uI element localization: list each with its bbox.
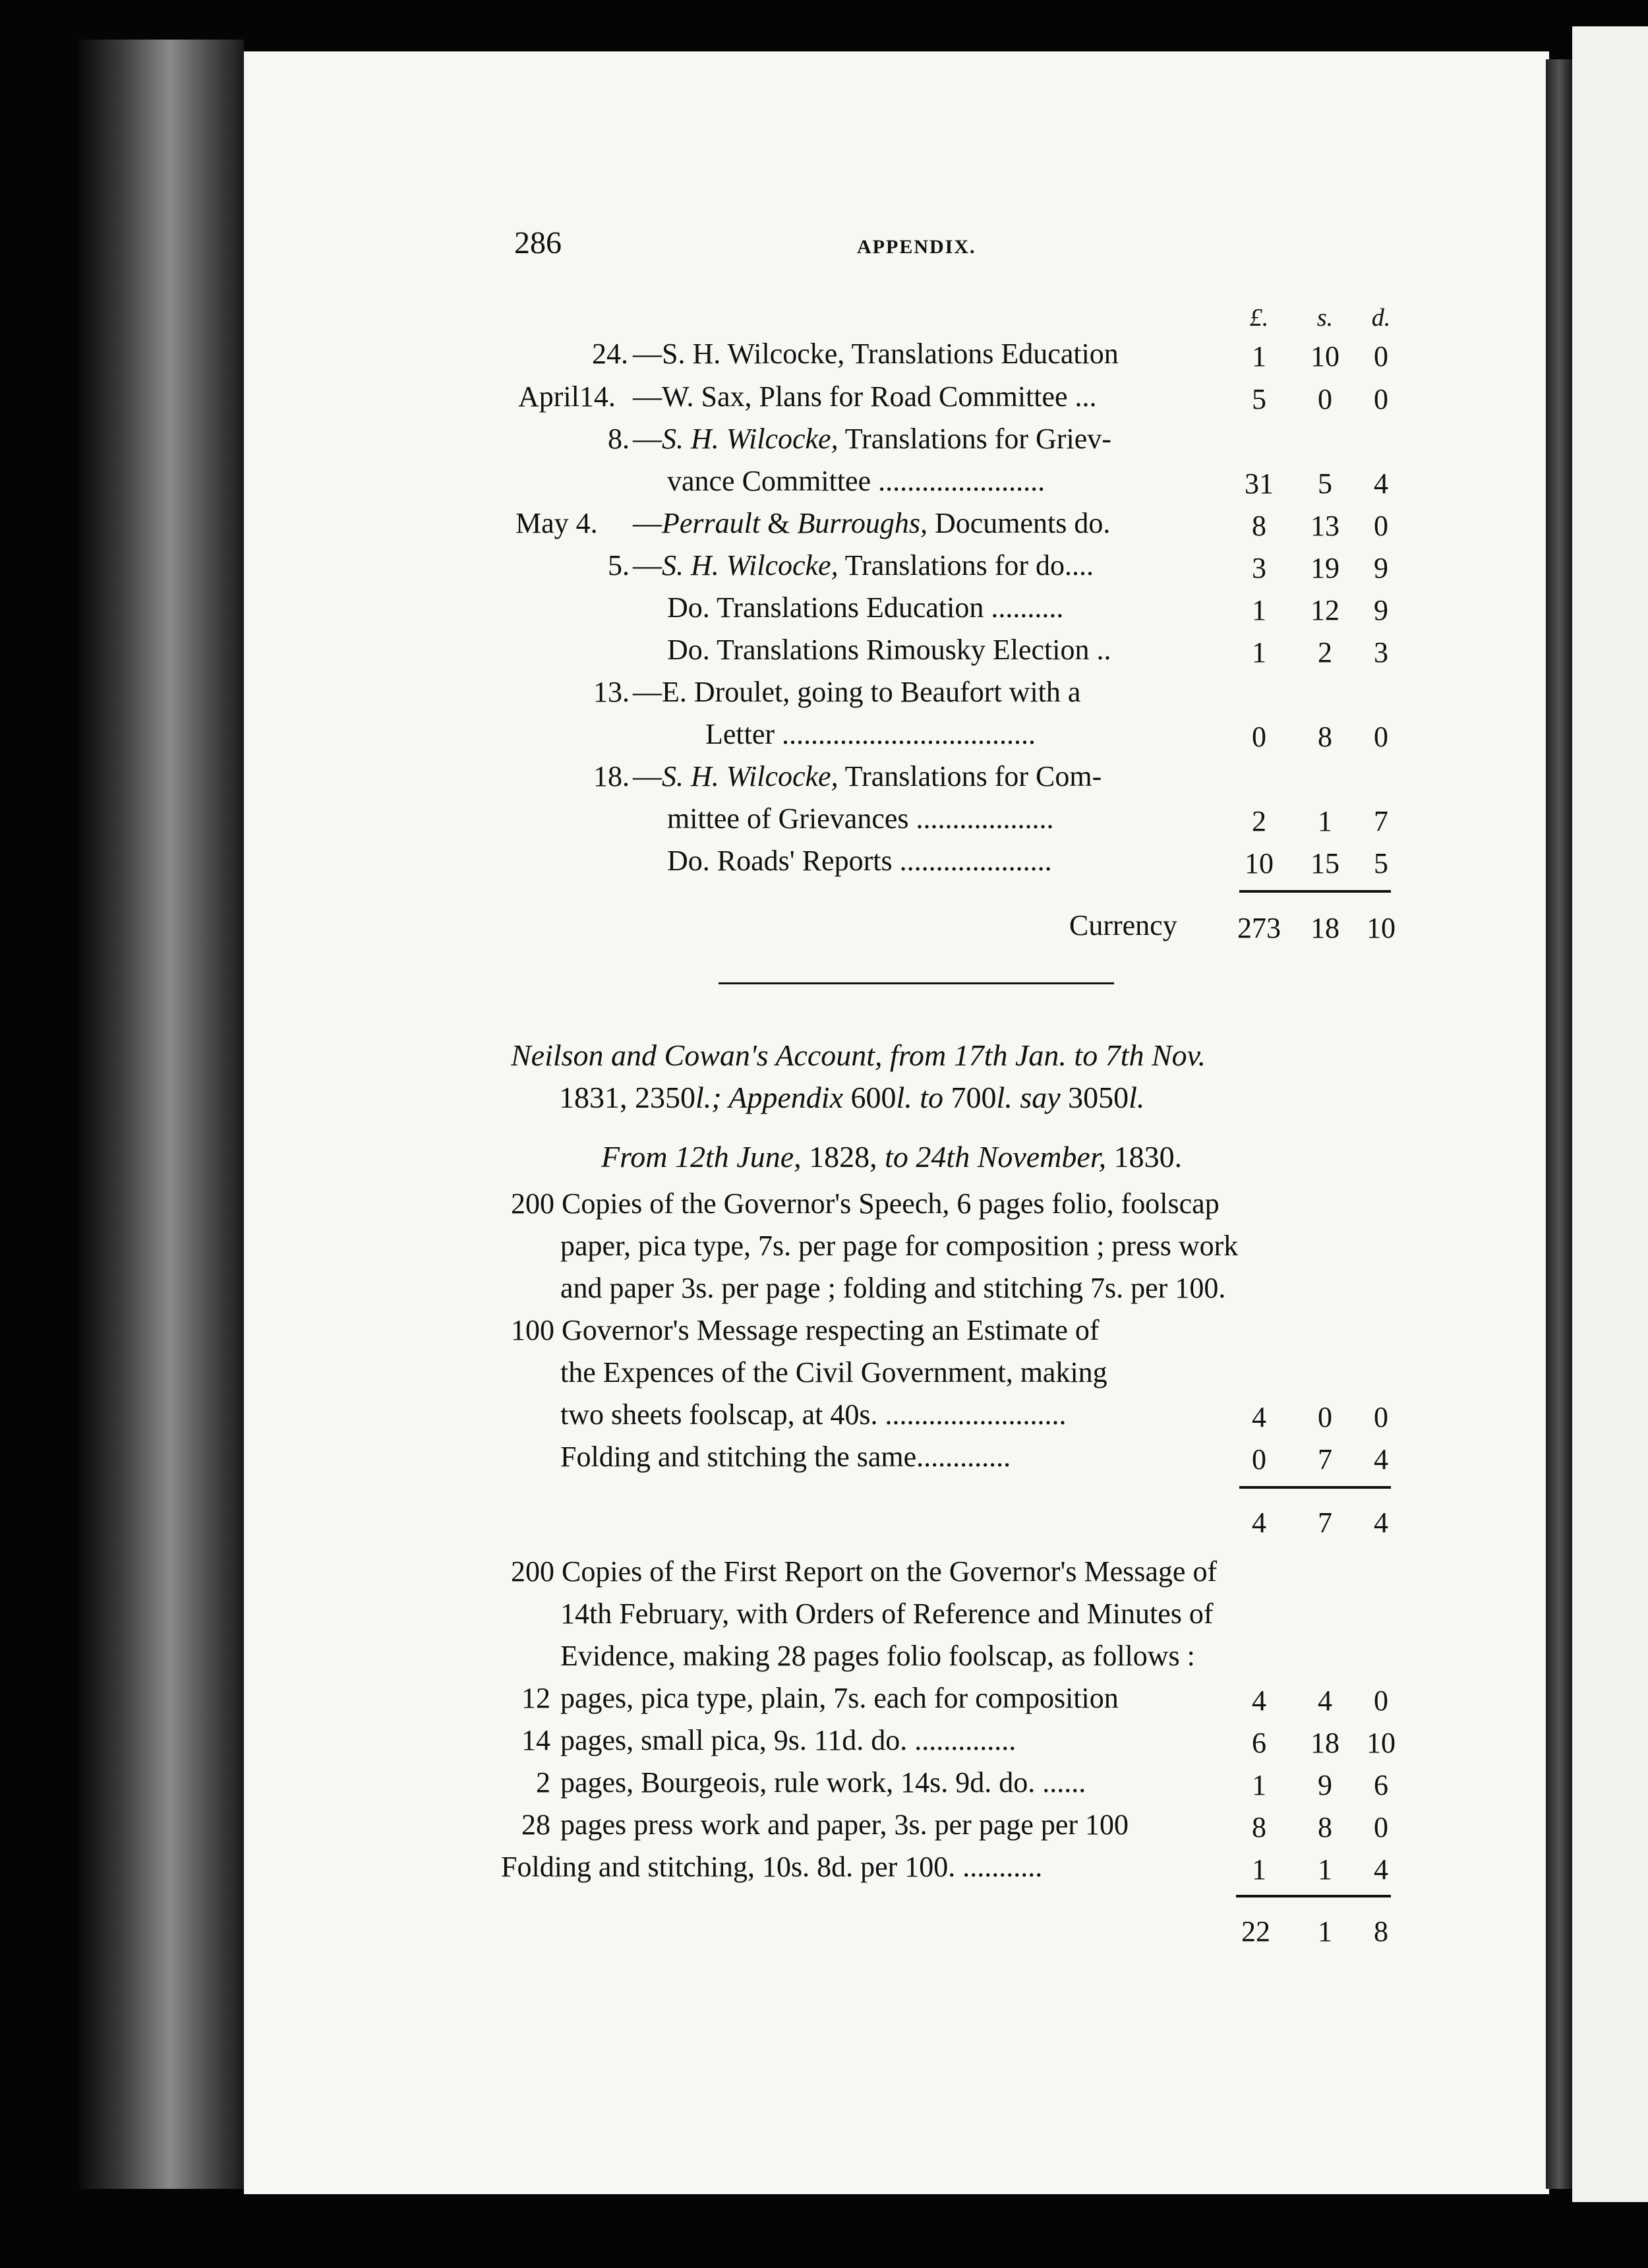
item-qty: 28 <box>521 1808 550 1841</box>
item-text: pages, Bourgeois, rule work, 14s. 9d. do. ...... <box>560 1766 1086 1799</box>
paragraph-line: Evidence, making 28 pages folio foolscap, as follows : <box>560 1640 1195 1672</box>
amount-shillings: 0 <box>1318 383 1332 415</box>
row-text: —S. H. Wilcocke, Translations for Griev- <box>633 423 1111 455</box>
amount-pounds: 8 <box>1252 510 1266 542</box>
sum-rule <box>1239 1486 1391 1489</box>
row-text: mittee of Grievances ................... <box>667 802 1054 835</box>
account-heading: Neilson and Cowan's Account, from 17th Jan. to 7th Nov. <box>511 1038 1206 1072</box>
paragraph-line: 100 Governor's Message respecting an Estimate of <box>511 1314 1100 1346</box>
row-text: Do. Roads' Reports ..................... <box>667 845 1052 877</box>
amount-pounds: 1 <box>1252 594 1266 626</box>
row-text: vance Committee ....................... <box>667 465 1045 497</box>
amount-pence: 0 <box>1374 510 1388 542</box>
item-text: pages, small pica, 9s. 11d. do. .............. <box>560 1724 1016 1756</box>
sum-rule <box>1239 890 1391 893</box>
item-qty: 12 <box>521 1682 550 1714</box>
amount-pence: 4 <box>1374 1443 1388 1476</box>
amount-pounds: 1 <box>1252 1853 1266 1886</box>
subtotal-shillings: 7 <box>1318 1507 1332 1539</box>
total-pence: 8 <box>1374 1915 1388 1948</box>
sum-rule <box>1236 1895 1391 1897</box>
amount-pence: 0 <box>1374 1811 1388 1843</box>
amount-pounds: 6 <box>1252 1727 1266 1759</box>
amount-pounds: 0 <box>1252 1443 1266 1476</box>
row-text: Folding and stitching the same............. <box>560 1441 1011 1473</box>
amount-pounds: 10 <box>1245 847 1274 880</box>
amount-pounds: 0 <box>1252 721 1266 753</box>
amount-pounds: 1 <box>1252 1769 1266 1801</box>
paragraph-line: and paper 3s. per page ; folding and stitching 7s. per 100. <box>560 1272 1226 1304</box>
section-divider <box>719 982 1114 984</box>
amount-pence: 10 <box>1367 1727 1396 1759</box>
amount-shillings: 8 <box>1318 1811 1332 1843</box>
amount-pence: 9 <box>1374 552 1388 584</box>
paragraph-line: the Expences of the Civil Government, making <box>560 1356 1107 1388</box>
amount-shillings: 10 <box>1310 340 1339 373</box>
amount-pence: 0 <box>1374 383 1388 415</box>
item-qty: 14 <box>521 1724 550 1756</box>
account-subheading: From 12th June, 1828, to 24th November, 1830. <box>601 1140 1183 1174</box>
subtotal-pounds: 4 <box>1252 1507 1266 1539</box>
row-text: Letter ................................... <box>705 718 1036 750</box>
amount-pounds: 31 <box>1245 467 1274 500</box>
amount-shillings: 7 <box>1318 1443 1332 1476</box>
row-text: —Perrault & Burroughs, Documents do. <box>633 507 1111 539</box>
account-heading-line2: 1831, 2350l.; Appendix 600l. to 700l. say 3050l. <box>559 1081 1145 1114</box>
book-spine <box>79 40 244 2189</box>
amount-pence: 9 <box>1374 594 1388 626</box>
total-shillings: 18 <box>1310 912 1339 944</box>
currency-label: Currency <box>1069 909 1177 941</box>
amount-shillings: 1 <box>1318 1853 1332 1886</box>
amount-pounds: 4 <box>1252 1401 1266 1433</box>
row-text: —W. Sax, Plans for Road Committee ... <box>633 380 1097 413</box>
row-text: two sheets foolscap, at 40s. ......................... <box>560 1398 1067 1431</box>
amount-pounds: 2 <box>1252 805 1266 837</box>
col-shillings: s. <box>1316 304 1334 332</box>
row-date: April14. <box>518 380 616 413</box>
amount-pence: 6 <box>1374 1769 1388 1801</box>
amount-pounds: 1 <box>1252 340 1266 373</box>
col-pounds: £. <box>1249 304 1269 332</box>
amount-pence: 0 <box>1374 721 1388 753</box>
amount-pence: 0 <box>1374 1401 1388 1433</box>
amount-shillings: 5 <box>1318 467 1332 500</box>
amount-pence: 7 <box>1374 805 1388 837</box>
page-edge <box>1546 59 1572 2189</box>
running-head: APPENDIX. <box>857 236 976 258</box>
row-date: May 4. <box>515 507 598 539</box>
subtotal-pence: 4 <box>1374 1507 1388 1539</box>
amount-pence: 4 <box>1374 1853 1388 1886</box>
item-qty: 2 <box>536 1766 550 1799</box>
amount-shillings: 8 <box>1318 721 1332 753</box>
col-pence: d. <box>1371 304 1391 332</box>
row-date: 13. <box>593 676 630 708</box>
amount-pounds: 3 <box>1252 552 1266 584</box>
amount-shillings: 12 <box>1310 594 1339 626</box>
row-text: Do. Translations Education .......... <box>667 591 1064 624</box>
amount-pence: 0 <box>1374 1685 1388 1717</box>
row-text: —S. H. Wilcocke, Translations for do.... <box>633 549 1094 582</box>
row-text: Do. Translations Rimousky Election .. <box>667 634 1111 666</box>
amount-shillings: 13 <box>1310 510 1339 542</box>
amount-shillings: 1 <box>1318 805 1332 837</box>
item-text: Folding and stitching, 10s. 8d. per 100. ........... <box>501 1851 1043 1883</box>
amount-pounds: 5 <box>1252 383 1266 415</box>
amount-pounds: 1 <box>1252 636 1266 669</box>
row-date: 24. <box>592 338 628 370</box>
row-date: 18. <box>593 760 630 792</box>
amount-shillings: 18 <box>1310 1727 1339 1759</box>
paragraph-line: paper, pica type, 7s. per page for composition ; press work <box>560 1230 1239 1262</box>
amount-shillings: 15 <box>1310 847 1339 880</box>
amount-pence: 3 <box>1374 636 1388 669</box>
row-text: —S. H. Wilcocke, Translations for Com- <box>633 760 1102 792</box>
amount-shillings: 19 <box>1310 552 1339 584</box>
amount-shillings: 4 <box>1318 1685 1332 1717</box>
paragraph-line: 14th February, with Orders of Reference and Minutes of <box>560 1597 1214 1630</box>
total-pounds: 22 <box>1241 1915 1270 1948</box>
page-number: 286 <box>514 225 562 260</box>
total-pounds: 273 <box>1237 912 1281 944</box>
facing-page-strip <box>1572 26 1648 2202</box>
amount-pence: 0 <box>1374 340 1388 373</box>
total-pence: 10 <box>1367 912 1396 944</box>
row-text: —E. Droulet, going to Beaufort with a <box>633 676 1081 708</box>
item-text: pages, pica type, plain, 7s. each for composition <box>560 1682 1119 1714</box>
row-text: —S. H. Wilcocke, Translations Education <box>633 338 1119 370</box>
amount-pence: 5 <box>1374 847 1388 880</box>
row-date: 5. <box>608 549 630 582</box>
amount-pounds: 4 <box>1252 1685 1266 1717</box>
amount-shillings: 2 <box>1318 636 1332 669</box>
amount-pence: 4 <box>1374 467 1388 500</box>
paragraph-line: 200 Copies of the First Report on the Governor's Message of <box>511 1555 1218 1588</box>
amount-shillings: 9 <box>1318 1769 1332 1801</box>
row-date: 8. <box>608 423 630 455</box>
paragraph-line: 200 Copies of the Governor's Speech, 6 pages folio, foolscap <box>511 1187 1220 1220</box>
amount-pounds: 8 <box>1252 1811 1266 1843</box>
item-text: pages press work and paper, 3s. per page per 100 <box>560 1808 1129 1841</box>
amount-shillings: 0 <box>1318 1401 1332 1433</box>
total-shillings: 1 <box>1318 1915 1332 1948</box>
